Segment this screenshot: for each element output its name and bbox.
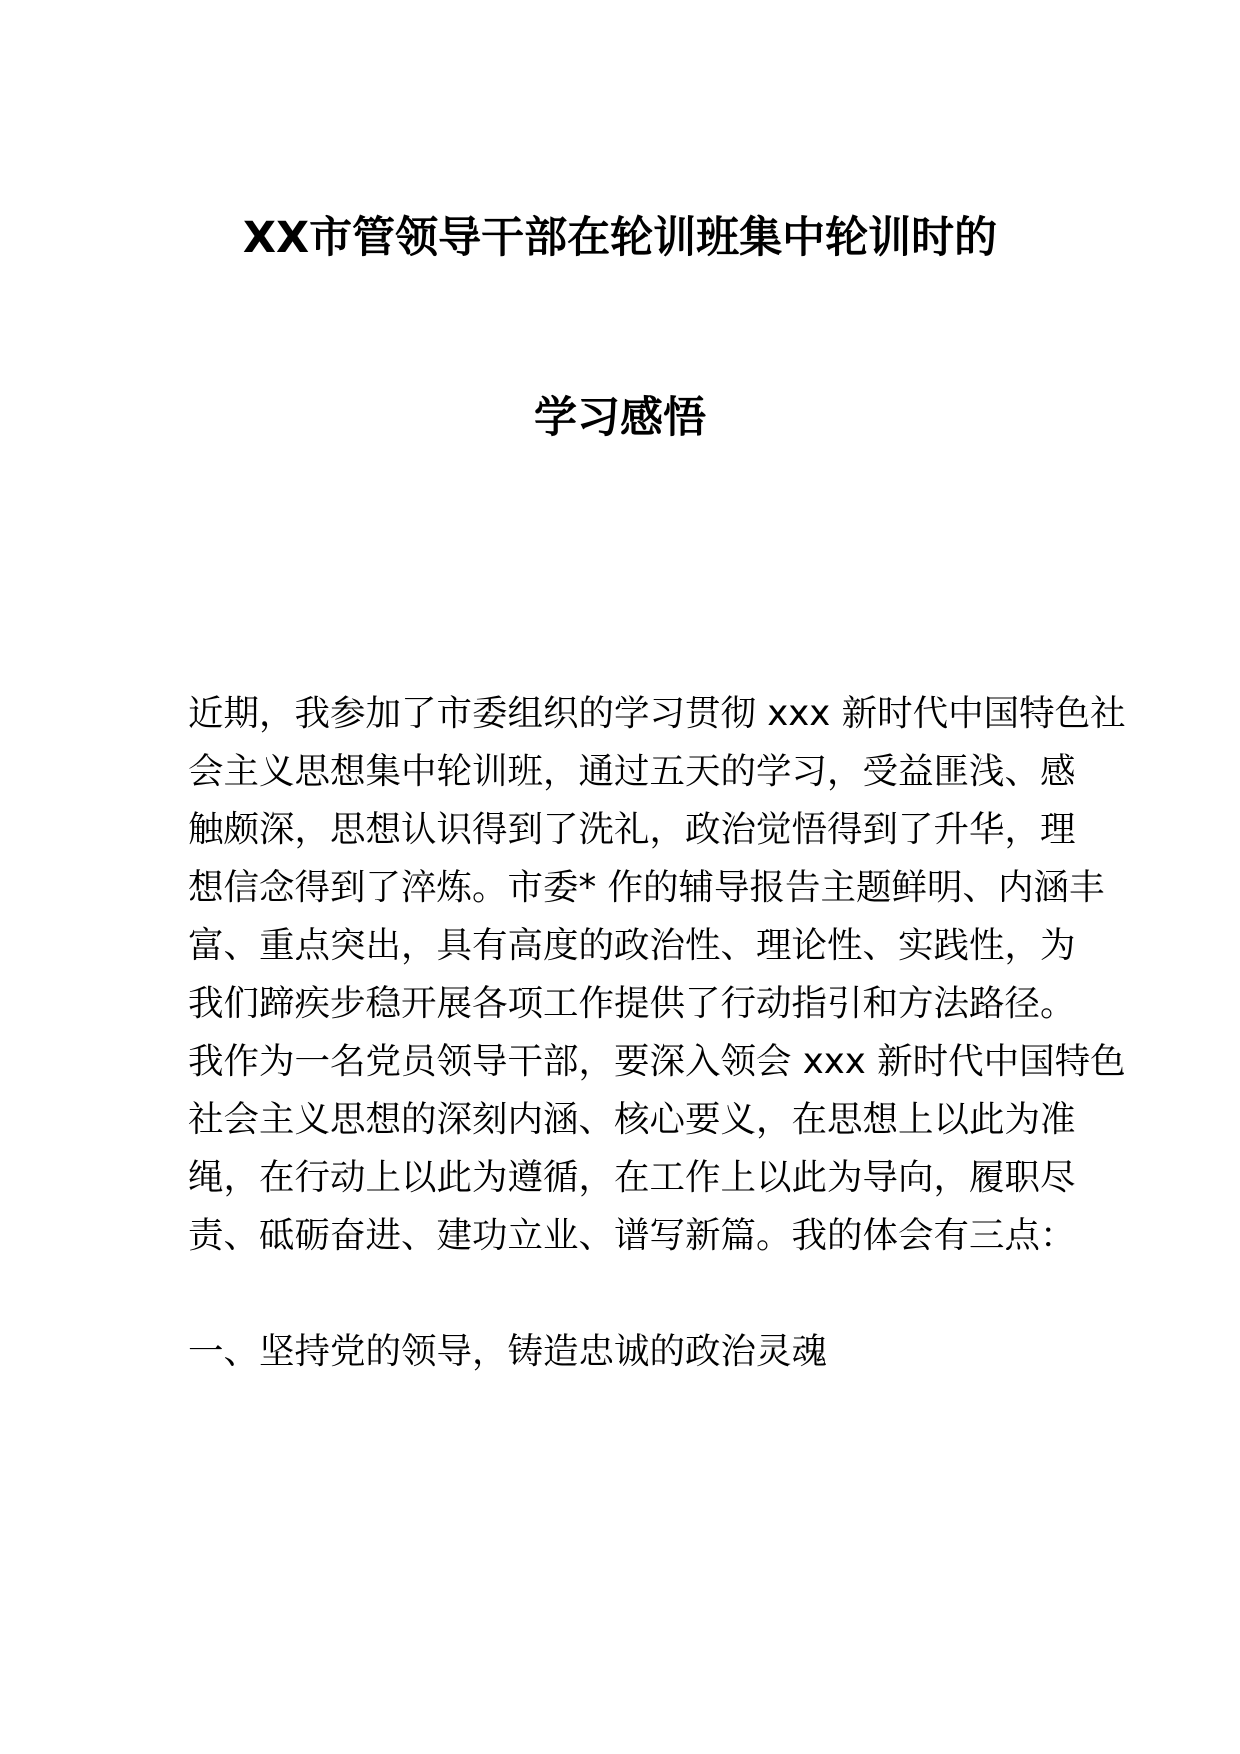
body-line-7: 我作为一名党员领导干部，要深入领会 xxx 新时代中国特色	[188, 1041, 1126, 1082]
body-line-8: 社会主义思想的深刻内涵、核心要义，在思想上以此为准	[188, 1099, 1076, 1140]
body-line-2: 会主义思想集中轮训班，通过五天的学习，受益匪浅、感	[188, 751, 1076, 792]
body-line-9: 绳，在行动上以此为遵循，在工作上以此为导向，履职尽	[188, 1157, 1076, 1198]
body-line-1: 近期，我参加了市委组织的学习贯彻 xxx 新时代中国特色社	[188, 693, 1126, 734]
document-title-line-2: 学习感悟	[534, 393, 706, 443]
body-line-6: 我们蹄疾步稳开展各项工作提供了行动指引和方法路径。	[188, 983, 1076, 1024]
body-line-5: 富、重点突出，具有高度的政治性、理论性、实践性，为	[188, 925, 1076, 966]
body-line-4: 想信念得到了淬炼。市委* 作的辅导报告主题鲜明、内涵丰	[188, 867, 1105, 908]
body-line-10: 责、砥砺奋进、建功立业、谱写新篇。我的体会有三点：	[188, 1215, 1076, 1256]
body-line-3: 触颇深，思想认识得到了洗礼，政治觉悟得到了升华，理	[188, 809, 1076, 850]
section-heading-1: 一、坚持党的领导，铸造忠诚的政治灵魂	[188, 1331, 828, 1372]
document-title-line-1: XX市管领导干部在轮训班集中轮训时的	[242, 213, 998, 263]
